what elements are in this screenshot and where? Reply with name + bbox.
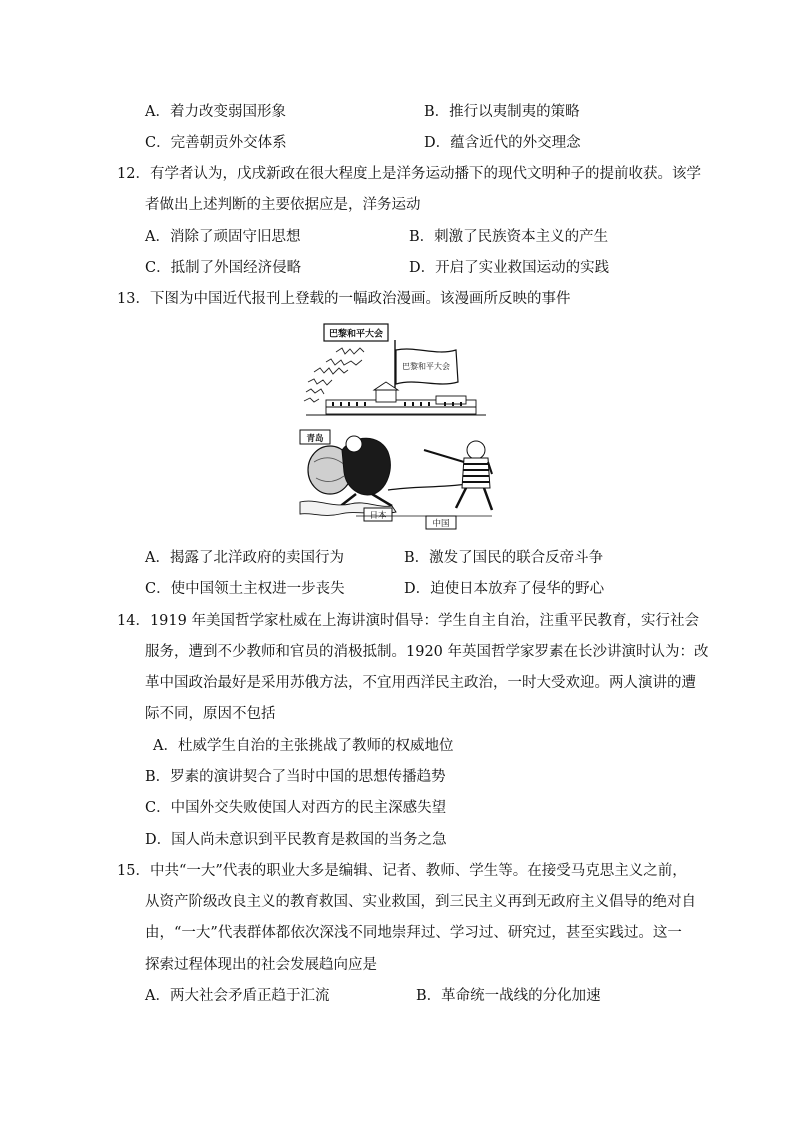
q11-option-d: D．蕴含近代的外交理念 bbox=[424, 135, 581, 151]
cartoon-buildings bbox=[326, 382, 476, 414]
cartoon-handwritten-notes bbox=[304, 348, 364, 402]
q12-option-d: D．开启了实业救国运动的实践 bbox=[409, 260, 610, 276]
q13-option-d: D．迫使日本放弃了侵华的野心 bbox=[404, 581, 605, 597]
q14-stem-line-3: 革中国政治最好是采用苏俄方法，不宜用西洋民主政治，一时大受欢迎。两人演讲的遭 bbox=[145, 675, 696, 691]
cartoon-japan-label: 日本 bbox=[369, 511, 387, 521]
cartoon-flag-text: 巴黎和平大会 bbox=[402, 362, 450, 371]
q14-stem-line-1: 14．1919 年美国哲学家杜威在上海讲演时倡导：学生自主自治，注重平民教育，实行社会 bbox=[117, 613, 699, 629]
q12-stem-line-1: 12．有学者认为，戊戌新政在很大程度上是洋务运动播下的现代文明种子的提前收获。该学 bbox=[117, 166, 701, 182]
q11-option-a: A．着力改变弱国形象 bbox=[145, 104, 286, 120]
q12-option-a: A．消除了顽固守旧思想 bbox=[145, 229, 301, 245]
q13-option-b: B．激发了国民的联合反帝斗争 bbox=[404, 550, 604, 566]
q12-stem-line-2: 者做出上述判断的主要依据应是，洋务运动 bbox=[145, 197, 421, 213]
q11-option-c: C．完善朝贡外交体系 bbox=[145, 135, 287, 151]
q13-stem: 13．下图为中国近代报刊上登载的一幅政治漫画。该漫画所反映的事件 bbox=[117, 291, 571, 307]
q15-stem-line-1: 15．中共“一大”代表的职业大多是编辑、记者、教师、学生等。在接受马克思主义之前， bbox=[117, 863, 687, 879]
q15-option-a: A．两大社会矛盾正趋于汇流 bbox=[145, 988, 330, 1004]
cartoon-qingdao-label: 青岛 bbox=[306, 434, 324, 444]
q12-option-b: B．刺激了民族资本主义的产生 bbox=[409, 229, 609, 245]
q15-stem-line-2: 从资产阶级改良主义的教育救国、实业救国，到三民主义再到无政府主义倡导的绝对自 bbox=[145, 894, 696, 910]
q15-stem-line-4: 探索过程体现出的社会发展趋向应是 bbox=[145, 957, 377, 973]
cartoon-china-figure bbox=[424, 441, 492, 510]
q12-option-c: C．抵制了外国经济侵略 bbox=[145, 260, 302, 276]
q15-option-b: B．革命统一战线的分化加速 bbox=[416, 988, 601, 1004]
q14-stem-line-4: 际不同，原因不包括 bbox=[145, 706, 276, 722]
cartoon-rope bbox=[388, 484, 468, 490]
cartoon-china-label: 中国 bbox=[432, 519, 450, 529]
q11-option-b: B．推行以夷制夷的策略 bbox=[424, 104, 580, 120]
cartoon-japan-head bbox=[346, 436, 362, 452]
cartoon-conference-label: 巴黎和平大会 bbox=[328, 329, 384, 340]
q14-stem-line-2: 服务，遭到不少教师和官员的消极抵制。1920 年英国哲学家罗素在长沙讲演时认为：改 bbox=[145, 644, 709, 660]
q14-option-c: C．中国外交失败使国人对西方的民主深感失望 bbox=[145, 800, 447, 816]
q15-stem-line-3: 由，“一大”代表群体都依次深浅不同地崇拜过、学习过、研究过，甚至实践过。这一 bbox=[145, 925, 682, 941]
q14-option-a: A．杜威学生自治的主张挑战了教师的权威地位 bbox=[153, 738, 454, 754]
political-cartoon bbox=[296, 322, 496, 534]
q13-option-c: C．使中国领土主权进一步丧失 bbox=[145, 581, 345, 597]
q13-option-a: A．揭露了北洋政府的卖国行为 bbox=[145, 550, 344, 566]
q14-option-b: B．罗素的演讲契合了当时中国的思想传播趋势 bbox=[145, 769, 446, 785]
q14-option-d: D．国人尚未意识到平民教育是救国的当务之急 bbox=[145, 832, 447, 848]
